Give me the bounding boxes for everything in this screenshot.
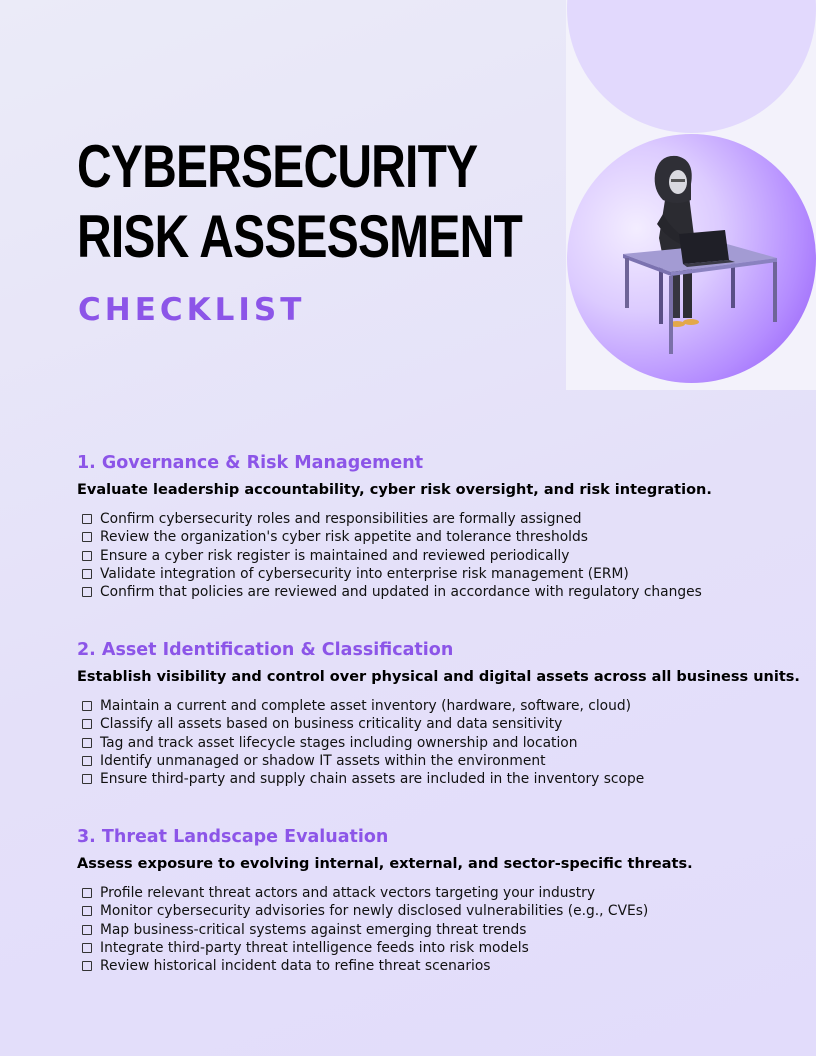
checkbox[interactable] [82, 906, 92, 916]
checklist-item-text: Monitor cybersecurity advisories for newly disclosed vulnerabilities (e.g., CVEs) [100, 903, 649, 920]
checklist-item-text: Profile relevant threat actors and attack vectors targeting your industry [100, 885, 595, 902]
checklist-item [77, 957, 777, 975]
checklist-item-text: Confirm that policies are reviewed and updated in accordance with regulatory changes [100, 584, 702, 601]
checkbox[interactable] [82, 888, 92, 898]
checklist-item-text: Map business-critical systems against emerging threat trends [100, 921, 527, 938]
checklist-item [77, 770, 777, 788]
checklist-item [77, 939, 777, 957]
checklist-item [77, 697, 777, 715]
section-threat-landscape [77, 825, 777, 975]
hacker-illustration [567, 134, 816, 383]
checklist-item [77, 528, 777, 546]
section-asset-identification [77, 638, 800, 788]
checkbox[interactable] [82, 551, 92, 561]
checkbox[interactable] [82, 756, 92, 766]
checklist [77, 697, 777, 788]
checkbox[interactable] [82, 701, 92, 711]
section-heading: 3. Threat Landscape Evaluation [77, 827, 389, 847]
checklist-item-text: Validate integration of cybersecurity into enterprise risk management (ERM) [100, 566, 629, 583]
checklist [77, 510, 777, 601]
checkbox[interactable] [82, 569, 92, 579]
checkbox[interactable] [82, 587, 92, 597]
checklist-item [77, 902, 777, 920]
checkbox[interactable] [82, 925, 92, 935]
checklist-item [77, 565, 777, 583]
section-governance [77, 451, 777, 601]
checklist [77, 884, 777, 975]
checkbox[interactable] [82, 719, 92, 729]
checklist-item-text: Confirm cybersecurity roles and responsibilities are formally assigned [100, 511, 582, 528]
checklist-item [77, 921, 777, 939]
checklist-item [77, 510, 777, 528]
title-line-2: RISK ASSESSMENT [77, 203, 522, 270]
checkbox[interactable] [82, 532, 92, 542]
checklist-item [77, 547, 777, 565]
checkbox[interactable] [82, 514, 92, 524]
checkbox[interactable] [82, 774, 92, 784]
checklist-item-text: Review historical incident data to refine threat scenarios [100, 958, 491, 975]
checklist-item-text: Classify all assets based on business criticality and data sensitivity [100, 716, 563, 733]
checklist-item [77, 752, 777, 770]
checklist-item [77, 734, 777, 752]
section-intro: Assess exposure to evolving internal, external, and sector-specific threats. [77, 856, 693, 872]
checklist-item-text: Ensure third-party and supply chain assets are included in the inventory scope [100, 771, 645, 788]
checklist-item [77, 583, 777, 601]
checklist-item-text: Review the organization's cyber risk appetite and tolerance thresholds [100, 529, 588, 546]
section-heading: 1. Governance & Risk Management [77, 453, 424, 473]
checklist-item-text: Maintain a current and complete asset inventory (hardware, software, cloud) [100, 698, 631, 715]
section-heading: 2. Asset Identification & Classification [77, 640, 454, 660]
checkbox[interactable] [82, 738, 92, 748]
checklist-item [77, 884, 777, 902]
checklist-item-text: Tag and track asset lifecycle stages including ownership and location [100, 734, 578, 751]
checklist-item-text: Integrate third-party threat intelligence feeds into risk models [100, 940, 529, 957]
page-title [77, 132, 522, 272]
checklist-item-text: Identify unmanaged or shadow IT assets within the environment [100, 753, 546, 770]
section-intro: Establish visibility and control over physical and digital assets across all business units. [77, 669, 800, 685]
section-intro: Evaluate leadership accountability, cyber risk oversight, and risk integration. [77, 482, 712, 498]
page-subtitle: CHECKLIST [78, 292, 306, 328]
hooded-hacker-at-laptop-desk-icon [567, 134, 816, 383]
title-line-1: CYBERSECURITY [77, 133, 478, 200]
checklist-item [77, 715, 777, 733]
checkbox[interactable] [82, 943, 92, 953]
checkbox[interactable] [82, 961, 92, 971]
checklist-item-text: Ensure a cyber risk register is maintained and reviewed periodically [100, 547, 570, 564]
